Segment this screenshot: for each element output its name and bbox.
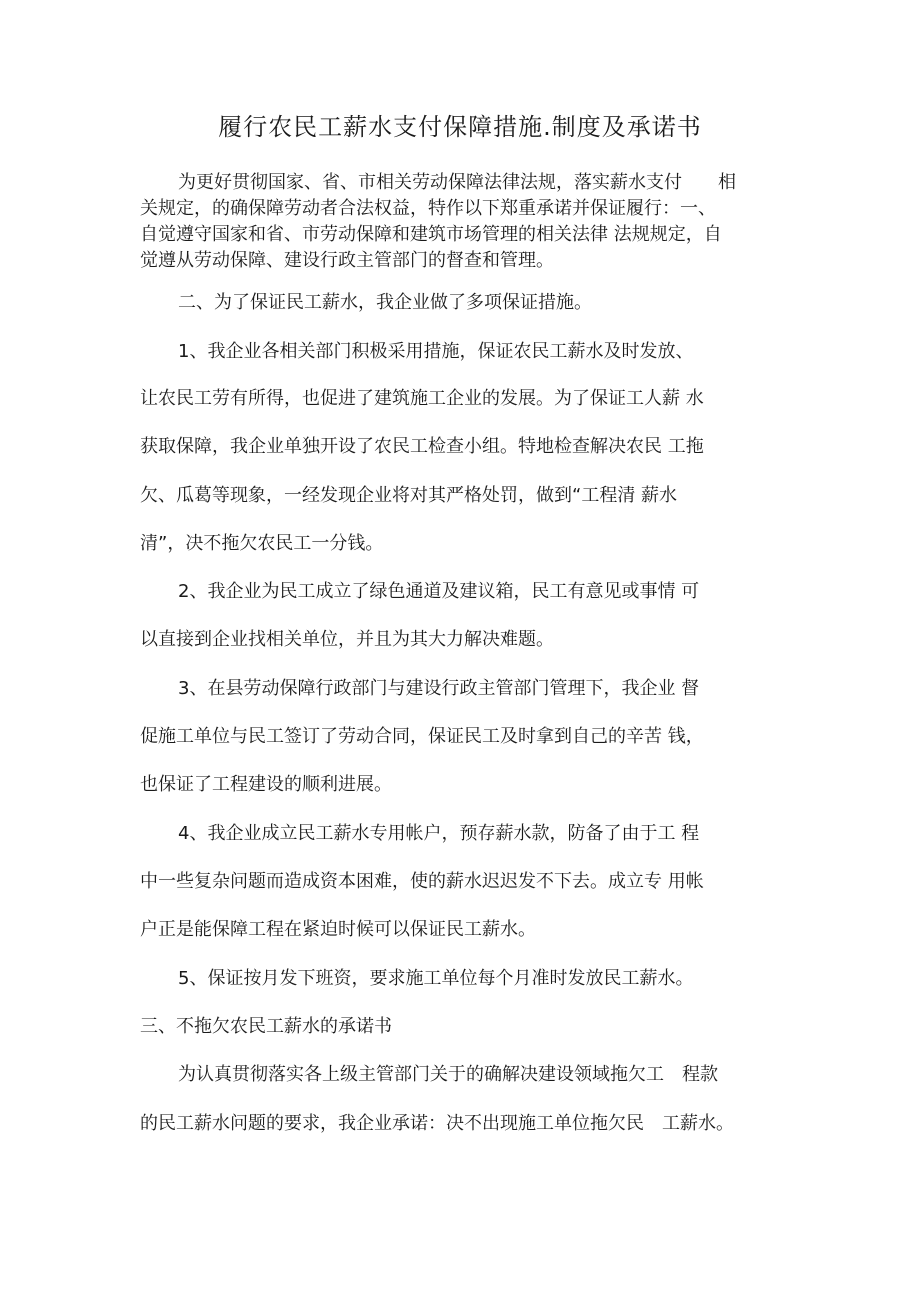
- paragraph-line: 4、我企业成立民工薪水专用帐户，预存薪水款，防备了由于工 程: [178, 823, 700, 844]
- paragraph-line: 5、保证按月发下班资，要求施工单位每个月准时发放民工薪水。: [178, 968, 694, 989]
- paragraph-line: 的民工薪水问题的要求，我企业承诺：决不出现施工单位拖欠民 工薪水。: [140, 1113, 734, 1134]
- paragraph-line: 户正是能保障工程在紧迫时候可以保证民工薪水。: [140, 919, 536, 940]
- paragraph-line: 为更好贯彻国家、省、市相关劳动保障法律法规，落实薪水支付 相: [178, 172, 736, 193]
- paragraph-line: 2、我企业为民工成立了绿色通道及建议箱，民工有意见或事情 可: [178, 581, 700, 602]
- paragraph-line: 促施工单位与民工签订了劳动合同，保证民工及时拿到自己的辛苦 钱，: [140, 726, 704, 747]
- paragraph-line: 1、我企业各相关部门积极采用措施，保证农民工薪水及时发放、: [178, 341, 694, 362]
- section-heading: 三、不拖欠农民工薪水的承诺书: [140, 1016, 392, 1037]
- paragraph-line: 觉遵从劳动保障、建设行政主管部门的督查和管理。: [140, 250, 554, 271]
- paragraph-line: 以直接到企业找相关单位，并且为其大力解决难题。: [140, 629, 554, 650]
- paragraph-line: 清”，决不拖欠农民工一分钱。: [140, 533, 384, 554]
- paragraph-line: 自觉遵守国家和省、市劳动保障和建筑市场管理的相关法律 法规规定，自: [140, 224, 722, 245]
- paragraph-line: 获取保障，我企业单独开设了农民工检查小组。特地检查解决农民 工拖: [140, 436, 704, 457]
- paragraph-line: 让农民工劳有所得，也促进了建筑施工企业的发展。为了保证工人薪 水: [140, 388, 704, 409]
- paragraph-line: 为认真贯彻落实各上级主管部门关于的确解决建设领域拖欠工 程款: [178, 1064, 718, 1085]
- paragraph-line: 3、在县劳动保障行政部门与建设行政主管部门管理下，我企业 督: [178, 678, 700, 699]
- paragraph-line: 中一些复杂问题而造成资本困难，使的薪水迟迟发不下去。成立专 用帐: [140, 871, 704, 892]
- paragraph-line: 也保证了工程建设的顺利进展。: [140, 774, 392, 795]
- paragraph-line: 关规定，的确保障劳动者合法权益，特作以下郑重承诺并保证履行：一、: [140, 198, 716, 219]
- paragraph-line: 二、为了保证民工薪水，我企业做了多项保证措施。: [178, 292, 592, 313]
- paragraph-line: 欠、瓜葛等现象，一经发现企业将对其严格处罚，做到“工程清 薪水: [140, 485, 678, 506]
- document-title: 履行农民工薪水支付保障措施.制度及承诺书: [218, 113, 702, 141]
